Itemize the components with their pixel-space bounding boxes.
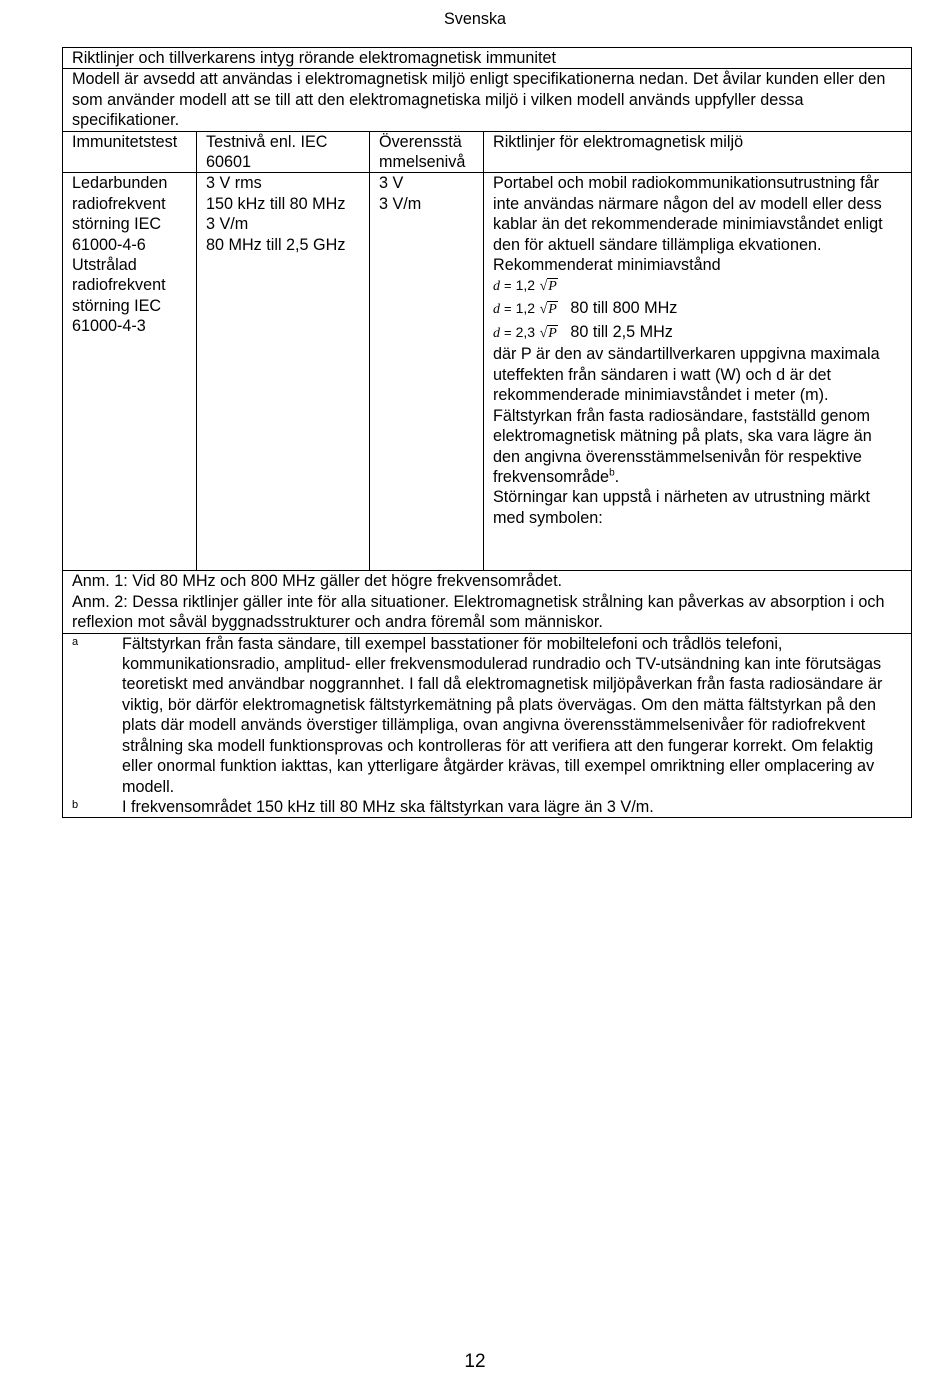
guidance-intro: Portabel och mobil radiokommunikationsutrustning får inte användas närmare någon del av modell eller dess kablar än det rekommenderade minimiavståndet enligt den för aktuell sändare tillämpliga ekvationen. — [493, 174, 883, 254]
footnote-b — [72, 797, 902, 817]
emc-immunity-table — [62, 47, 912, 818]
table-row — [63, 173, 912, 571]
formula-eq: = — [504, 278, 512, 294]
header-guidance: Riktlinjer för elektromagnetisk miljö — [484, 131, 912, 173]
sqrt-symbol: √P — [539, 326, 557, 342]
distance-formula — [493, 296, 902, 320]
formula-lhs: d — [493, 326, 500, 342]
footnotes-cell — [63, 633, 912, 818]
field-strength-body: Fältstyrkan från fasta radiosändare, fastställd genom elektromagnetisk mätning på plats, ska vara lägre än den angivna överensstämmelsenivån för respektive frekvensområde — [493, 406, 872, 486]
header-immunity-test: Immunitetstest — [63, 131, 197, 173]
immunity-test-line: 61000-4-3 — [72, 317, 146, 336]
header-test-level: Testnivå enl. IEC 60601 — [197, 131, 370, 173]
formula-coef: 2,3 — [515, 324, 536, 341]
formula-eq: = — [504, 301, 512, 317]
distance-formula — [493, 275, 902, 296]
recommended-distance-label: Rekommenderat minimiavstånd — [493, 256, 721, 275]
table-intro: Modell är avsedd att användas i elektromagnetisk miljö enligt specifikationerna nedan. Det åvilar kunden eller den som använder modell att se till att den elektromagnetiska miljö i vilken modell används uppfyller dessa specifikationer. — [63, 69, 912, 131]
immunity-test-line: Ledarbunden — [72, 174, 168, 193]
formula-var: P — [548, 302, 557, 318]
p-definition: där P är den av sändartillverkaren uppgivna maximala uteffekten från sändaren i watt (W) och d är det rekommenderade minimiavståndet i meter (m). — [493, 345, 880, 405]
footnote-a — [72, 634, 902, 797]
table-title: Riktlinjer och tillverkarens intyg rörande elektromagnetisk immunitet — [63, 48, 912, 69]
formula-var: P — [548, 279, 557, 295]
note-1: Anm. 1: Vid 80 MHz och 800 MHz gäller det högre frekvensområdet. — [72, 572, 563, 591]
distance-formula — [493, 320, 902, 344]
immunity-test-line: radiofrekvent — [72, 276, 166, 295]
page-header: Svenska — [443, 10, 507, 28]
test-level-line: 3 V/m — [206, 215, 249, 234]
compliance-level-line: 3 V/m — [379, 194, 422, 213]
test-level-line: 3 V rms — [206, 174, 262, 193]
note-2: Anm. 2: Dessa riktlinjer gäller inte för alla situationer. Elektromagnetisk strålning kan påverkas av absorption i och reflexion mot såväl byggnadsstrukturer och andra föremål som människor. — [72, 592, 885, 632]
sqrt-symbol: √P — [539, 302, 557, 318]
footnote-text: I frekvensområdet 150 kHz till 80 MHz ska fältstyrkan vara lägre än 3 V/m. — [122, 797, 654, 816]
formula-range: 80 till 2,5 MHz — [570, 323, 673, 342]
header-row — [63, 131, 912, 173]
field-strength-end: . — [614, 467, 620, 486]
immunity-test-line: radiofrekvent — [72, 194, 166, 213]
compliance-level-cell — [370, 173, 484, 571]
immunity-test-cell — [63, 173, 197, 571]
formula-coef: 1,2 — [515, 300, 536, 317]
immunity-test-line: störning IEC — [72, 215, 162, 234]
field-strength-text — [493, 406, 902, 488]
test-level-line: 150 kHz till 80 MHz — [206, 194, 346, 213]
interference-text: Störningar kan uppstå i närheten av utrustning märkt med symbolen: — [493, 488, 871, 527]
formula-range: 80 till 800 MHz — [570, 299, 678, 318]
immunity-test-line: störning IEC — [72, 296, 162, 315]
compliance-level-line: 3 V — [379, 174, 404, 193]
formula-eq: = — [504, 325, 512, 341]
page-number: 12 — [464, 1351, 486, 1372]
formula-lhs: d — [493, 302, 500, 318]
header-compliance-level: Överensstä mmelsenivå — [370, 131, 484, 173]
formula-coef: 1,2 — [515, 277, 536, 294]
notes-cell — [63, 571, 912, 633]
immunity-test-line: Utstrålad — [72, 256, 137, 275]
sqrt-symbol: √P — [539, 279, 557, 295]
immunity-test-line: 61000-4-6 — [72, 235, 146, 254]
formula-var: P — [548, 326, 557, 342]
guidance-cell — [484, 173, 912, 571]
test-level-cell — [197, 173, 370, 571]
footnote-text: Fältstyrkan från fasta sändare, till exempel basstationer för mobiltelefoni och trådlös telefoni, kommunikationsradio, amplitud- eller frekvensmodulerad rundradio och TV-utsändning kan inte förutsägas teoretiskt med användbar noggrannhet. I fall då elektromagnetisk miljöpåverkan från fasta radiosändare är viktig, bör därför elektromagnetisk fältstyrkemätning på plats övervägas. Om den mätta fältstyrkan på den plats där modell används överstiger tillämpliga, ovan angivna överensstämmelsenivåer för radiofrekvent strålning ska modell funktionsprovas och kontrolleras för att verifiera att den fungerar korrekt. Om felaktig eller onormal funktion iakttas, kan ytterligare åtgärder krävas, till exempel omriktning eller omplacering av modell. — [122, 634, 883, 796]
formula-lhs: d — [493, 279, 500, 295]
footnote-mark: a — [72, 635, 79, 648]
test-level-line: 80 MHz till 2,5 GHz — [206, 235, 346, 254]
footnote-ref-b: b — [609, 467, 615, 479]
footnote-mark: b — [72, 798, 79, 811]
